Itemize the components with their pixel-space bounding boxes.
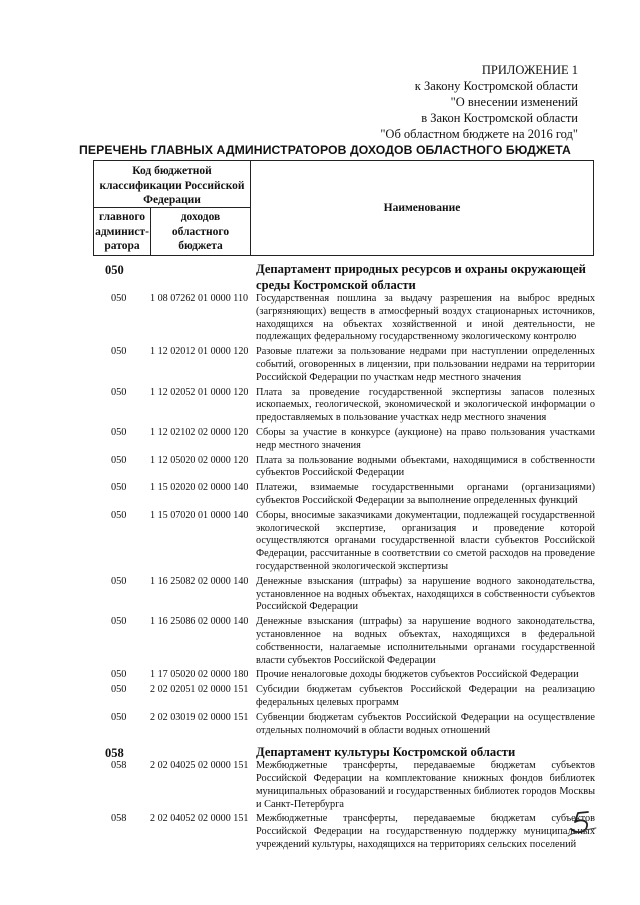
table-row [93,346,595,384]
row-admin-code: 050 [111,426,127,438]
header-main-admin: главного админист-ратора [94,208,151,255]
row-income-code: 1 15 02020 02 0000 140 [150,482,249,494]
table-row [93,712,595,738]
row-name: Денежные взыскания (штрафы) за нарушение водного законодательства, установленное на водных объектах, находящихся в федеральной собственности, налагаемые исполнительными органами государственной власти субъектов Российской Федерации [256,616,595,666]
row-name: Межбюджетные трансферты, передаваемые бюджетам субъектов Российской Федерации на комплектование книжных фондов библиотек муниципальных образований и государственных библиотек городов Москвы и Санкт-Петербурга [256,760,595,810]
row-name: Межбюджетные трансферты, передаваемые бюджетам субъектов Российской Федерации на государственную поддержку муниципальных учреждений культуры, находящихся на территориях сельских поселений [256,813,595,851]
section-header [93,744,595,760]
row-admin-code: 050 [111,669,127,681]
table-row [93,455,595,481]
row-income-code: 1 16 25086 02 0000 140 [150,616,249,628]
row-income-code: 2 02 02051 02 0000 151 [150,684,249,696]
section-block [93,744,595,852]
document-title: ПЕРЕЧЕНЬ ГЛАВНЫХ АДМИНИСТРАТОРОВ ДОХОДОВ ОБЛАСТНОГО БЮДЖЕТА [79,143,571,157]
table-row [93,482,595,508]
row-income-code: 2 02 04052 02 0000 151 [150,813,249,825]
section-admin-code: 050 [105,263,124,277]
table-row [93,427,595,453]
table-row [93,669,595,682]
row-income-code: 1 12 02052 01 0000 120 [150,386,249,398]
row-admin-code: 050 [111,684,127,696]
appendix-line: в Закон Костромской области [421,111,578,125]
table-row [93,813,595,851]
page-mark-handwritten [566,808,600,838]
table-row [93,576,595,614]
row-admin-code: 050 [111,293,127,304]
row-name: Разовые платежи за пользование недрами при наступлении определенных событий, оговоренных в лицензии, при пользовании недрами на территории Российской Федерации по участкам недр местного значения [256,346,595,383]
row-income-code: 1 17 05020 02 0000 180 [150,669,249,681]
row-name: Государственная пошлина за выдачу разрешения на выброс вредных (загрязняющих) веществ в атмосферный воздух стационарных источников, находящихся на объектах хозяйственной и иной деятельности, не подлежащих федеральному государственному экологическому контролю [256,293,595,343]
row-admin-code: 050 [111,711,127,723]
row-income-code: 2 02 04025 02 0000 151 [150,760,249,772]
table-row [93,684,595,710]
row-name: Субсидии бюджетам субъектов Российской Федерации на реализацию федеральных целевых программ [256,684,595,708]
table-row [93,293,595,344]
row-income-code: 1 16 25082 02 0000 140 [150,575,249,587]
row-admin-code: 050 [111,616,127,628]
row-name: Плата за пользование водными объектами, находящимися в собственности субъектов Российской Федерации [256,454,595,479]
appendix-line: "Об областном бюджете на 2016 год" [380,127,578,141]
row-name: Сборы, вносимые заказчиками документации, подлежащей государственной экологической экспертизе, организация и проведение которой осуществляются органами государственной власти субъектов Российской Федерации, рассчитанные в соответствии со сметой расходов на проведение государственной экологической экспертизы [256,509,595,572]
header-income: доходов областного бюджета [151,208,251,255]
row-income-code: 1 12 05020 02 0000 120 [150,454,249,466]
row-income-code: 1 15 07020 01 0000 140 [150,509,249,521]
row-admin-code: 058 [111,760,127,772]
row-admin-code: 050 [111,346,127,358]
appendix-line: к Закону Костромской области [414,79,578,93]
table-row [93,387,595,425]
row-admin-code: 050 [111,575,127,587]
appendix-line: "О внесении изменений [450,95,578,109]
row-income-code: 1 12 02102 02 0000 120 [150,426,249,438]
row-admin-code: 058 [111,813,127,825]
row-name: Денежные взыскания (штрафы) за нарушение водного законодательства, установленное на водных объектах, находящихся в собственности субъектов Российской Федерации [256,575,595,613]
row-name: Сборы за участие в конкурсе (аукционе) на право пользования участками недр местного значения [256,426,595,451]
section-admin-code: 058 [105,746,124,761]
table-row [93,760,595,811]
row-name: Субвенции бюджетам субъектов Российской Федерации на осуществление отдельных полномочий в области водных отношений [256,711,595,736]
row-admin-code: 050 [111,386,127,398]
row-income-code: 1 12 02012 01 0000 120 [150,346,249,358]
row-name: Платежи, взимаемые государственными органами (организациями) субъектов Российской Федерации за выполнение определенных функций [256,482,595,506]
row-income-code: 1 08 07262 01 0000 110 [150,293,249,304]
section-title: Департамент природных ресурсов и охраны окружающей среды Костромской области [256,262,586,292]
table-body [93,258,595,859]
row-admin-code: 050 [111,509,127,521]
row-admin-code: 050 [111,482,127,494]
table-header [93,160,594,256]
header-code-group: Код бюджетной классификации Российской Федерации [94,161,251,208]
section-title: Департамент культуры Костромской области [256,745,516,760]
row-name: Плата за проведение государственной экспертизы запасов полезных ископаемых, геологической, экономической и экологической информации о предоставляемых в пользование участках недр местного значения [256,386,595,424]
section-header [93,261,595,293]
row-admin-code: 050 [111,454,127,466]
appendix-block [380,62,578,142]
section-block [93,261,595,737]
header-name: Наименование [383,201,461,214]
row-name: Прочие неналоговые доходы бюджетов субъектов Российской Федерации [256,669,579,681]
table-row [93,510,595,574]
table-row [93,616,595,667]
row-income-code: 2 02 03019 02 0000 151 [150,711,249,723]
appendix-line: ПРИЛОЖЕНИЕ 1 [481,63,578,77]
